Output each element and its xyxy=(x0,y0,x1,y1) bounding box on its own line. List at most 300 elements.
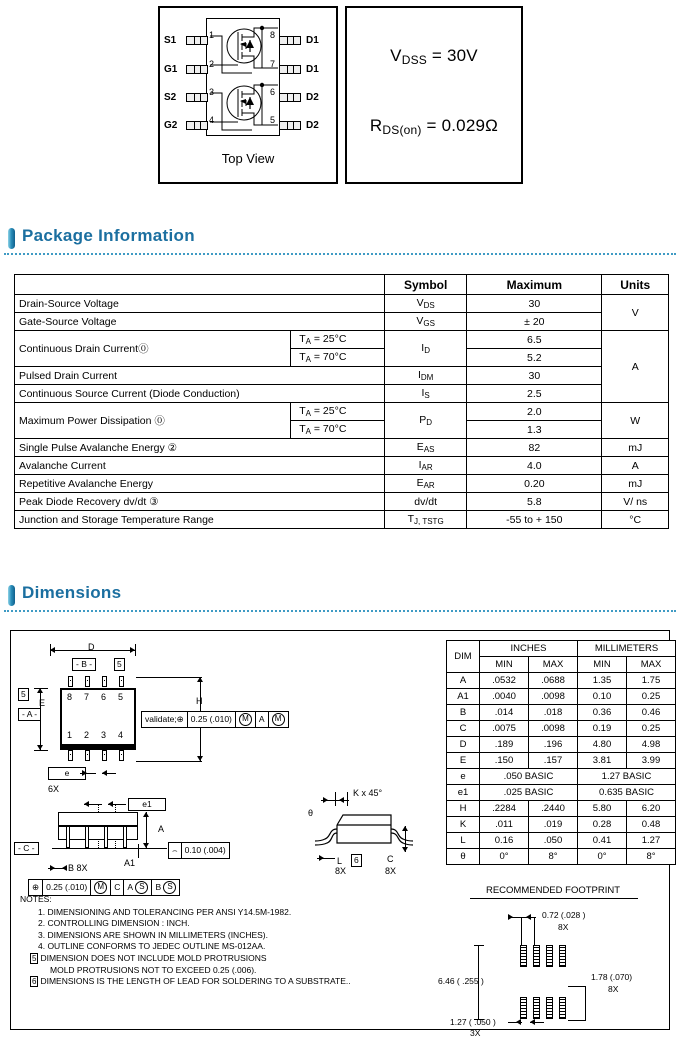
label-pad-height: 1.78 (.070) xyxy=(591,972,633,982)
fcf-symbol-position-2: ⊕ xyxy=(29,880,43,895)
th-in-min: MIN xyxy=(480,657,529,673)
cell-in-min: 0.16 xyxy=(480,833,529,849)
notes-block xyxy=(20,894,440,988)
th-condition xyxy=(291,275,385,295)
dim-row xyxy=(447,817,676,833)
d-ext-left xyxy=(50,644,51,656)
footprint-title: RECOMMENDED FOOTPRINT xyxy=(485,885,621,896)
section-title-dimensions: Dimensions xyxy=(22,583,122,602)
rdson-value: = 0.029Ω xyxy=(421,116,499,135)
cell-dim: D xyxy=(447,737,480,753)
cell-symbol xyxy=(385,457,467,475)
footprint-pad-bottom-1 xyxy=(520,997,527,1019)
cell-in-span: .025 BASIC xyxy=(480,785,578,801)
footprint-title-underline xyxy=(470,898,638,899)
cell-mm-max: 1.27 xyxy=(627,833,676,849)
pin-label-s2: S2 xyxy=(164,92,177,103)
table-row xyxy=(15,367,669,385)
cell-in-min: .189 xyxy=(480,737,529,753)
mechanical-lead-detail xyxy=(315,778,445,888)
dim-row xyxy=(447,833,676,849)
vdss-value: = 30V xyxy=(427,46,478,65)
cell-in-min: .2284 xyxy=(480,801,529,817)
fcf-flat-tolerance: 0.10 (.004) xyxy=(184,845,226,855)
cell-in-min: .0040 xyxy=(480,689,529,705)
symbol-sub: S xyxy=(424,391,430,400)
label-pitch: 1.27 ( .050 ) xyxy=(450,1017,496,1027)
dim-row xyxy=(447,785,676,801)
cell-mm-max: 0.25 xyxy=(627,689,676,705)
pin-number-8: 8 xyxy=(270,30,276,40)
e1-arrow-b xyxy=(108,801,113,807)
label-h: H xyxy=(196,696,203,706)
cell-dim: B xyxy=(447,705,480,721)
table-row xyxy=(15,493,669,511)
label-a1: A1 xyxy=(124,858,136,868)
cell-symbol: dv/dt xyxy=(385,493,467,511)
c-arrow-u xyxy=(402,826,408,831)
cell-maximum: 5.2 xyxy=(467,349,602,367)
footprint-pad-top-4 xyxy=(559,945,566,967)
lead-side-4 xyxy=(123,826,127,848)
padheight-dim-line xyxy=(585,986,586,1021)
rdson-rating xyxy=(347,116,521,137)
pin-number-3: 3 xyxy=(209,87,215,97)
dim-row xyxy=(447,849,676,865)
symbol-main: V xyxy=(416,315,424,327)
cell-maximum: 5.8 xyxy=(467,493,602,511)
label-b-8x: B 8X xyxy=(68,863,88,873)
notes-title: NOTES: xyxy=(20,894,52,904)
th-inches: INCHES xyxy=(480,641,578,657)
pin-lead-8 xyxy=(279,36,301,45)
lead-bottom-3 xyxy=(102,750,107,761)
mechanical-side-view xyxy=(10,780,310,890)
dim-row xyxy=(447,673,676,689)
th-mm-max: MAX xyxy=(627,657,676,673)
section-divider xyxy=(4,608,676,612)
symbol-main: I xyxy=(421,387,425,399)
table-row xyxy=(15,511,669,529)
table-row xyxy=(15,385,669,403)
cell-symbol xyxy=(385,367,467,385)
cell-dim: e1 xyxy=(447,785,480,801)
pin-num-7: 7 xyxy=(84,692,90,702)
cell-in-max: .0098 xyxy=(529,689,578,705)
note-item-5 xyxy=(30,953,440,965)
cell-parameter: Peak Diode Recovery dv/dt ③ xyxy=(15,493,385,511)
label-a: A xyxy=(158,824,165,834)
symbol-main: T xyxy=(407,513,415,525)
note-ref-5-left: 5 xyxy=(18,688,29,701)
cell-in-max: .157 xyxy=(529,753,578,769)
cell-dim: H xyxy=(447,801,480,817)
l-arrow xyxy=(319,855,324,861)
cell-maximum: 0.20 xyxy=(467,475,602,493)
a1-ext xyxy=(134,848,158,849)
note-item-6 xyxy=(30,976,440,988)
footprint-drawing xyxy=(438,900,671,1038)
mechanical-top-view xyxy=(10,630,440,780)
note-ref-6: 6 xyxy=(351,854,362,867)
vdss-subscript: DSS xyxy=(401,53,427,67)
cell-in-max: .019 xyxy=(529,817,578,833)
h-ext-bottom xyxy=(136,761,202,762)
section-bar-icon xyxy=(8,228,15,249)
label-pad-height-qty: 8X xyxy=(608,984,619,994)
pin-diagram-box xyxy=(158,6,338,184)
th-units: Units xyxy=(602,275,669,295)
lead-top-4 xyxy=(119,676,124,687)
symbol-main: E xyxy=(416,477,424,489)
cell-mm-max: 6.20 xyxy=(627,801,676,817)
pin-lead-3 xyxy=(186,93,208,102)
pin-label-s1: S1 xyxy=(164,35,177,46)
note-item-1: 1. DIMENSIONING AND TOLERANCING PER ANSI Y14.5M-1982. xyxy=(38,906,292,917)
symbol-sub: AR xyxy=(421,463,433,472)
note-item-5-continued: MOLD PROTRUSIONS NOT TO EXCEED 0.25 (.006). xyxy=(50,964,257,975)
cell-symbol xyxy=(385,313,467,331)
pitch-arrow-a xyxy=(516,1019,521,1025)
padheight-ext-top xyxy=(568,986,586,987)
lead-bottom-4 xyxy=(119,750,124,761)
label-l: L xyxy=(337,856,343,866)
param-note-ref: ⓪ xyxy=(138,343,149,355)
symbol-main: V xyxy=(416,297,424,309)
pin-num-8: 8 xyxy=(67,692,73,702)
th-in-max: MAX xyxy=(529,657,578,673)
symbol-sub: AS xyxy=(423,445,435,454)
label-l-qty: 8X xyxy=(335,866,347,876)
cell-maximum: 4.0 xyxy=(467,457,602,475)
pin-lead-5 xyxy=(279,121,301,130)
note-item-4: 4. OUTLINE CONFORMS TO JEDEC OUTLINE MS-012AA. xyxy=(38,941,266,952)
cell-units: A xyxy=(602,457,669,475)
footprint-pad-top-1 xyxy=(520,945,527,967)
note-5-badge: 5 xyxy=(32,953,37,963)
fcf-datum-a2: A S xyxy=(124,880,152,895)
section-header-dimensions xyxy=(0,583,680,613)
pin-lead-1 xyxy=(186,36,208,45)
cell-parameter: Gate-Source Voltage xyxy=(15,313,385,331)
cell-dim: C xyxy=(447,721,480,737)
cell-in-min: .011 xyxy=(480,817,529,833)
cell-parameter: Continuous Source Current (Diode Conduction) xyxy=(15,385,385,403)
fcf-flatness xyxy=(168,842,230,859)
cell-in-max: 8° xyxy=(529,849,578,865)
cell-condition: $T_A = 70^\circ C$ xyxy=(291,421,385,439)
pin-lead-4 xyxy=(186,121,208,130)
cell-condition: $T_A = 25^\circ C$ xyxy=(291,403,385,421)
a-arrow-up xyxy=(143,812,149,817)
pin-lead-2 xyxy=(186,65,208,74)
param-note-ref: ⓪ xyxy=(154,415,165,427)
table-header-row xyxy=(15,275,669,295)
th-dim: DIM xyxy=(447,641,480,673)
cell-in-max: .018 xyxy=(529,705,578,721)
pin-num-5: 5 xyxy=(118,692,124,702)
cell-parameter: Pulsed Drain Current xyxy=(15,367,385,385)
pin-number-6: 6 xyxy=(270,87,276,97)
label-d: D xyxy=(88,642,95,652)
symbol-sub: AR xyxy=(423,481,435,490)
cell-mm-min: 1.35 xyxy=(578,673,627,689)
cell-in-max: .050 xyxy=(529,833,578,849)
lead-side-3 xyxy=(104,826,108,848)
cell-dim: A1 xyxy=(447,689,480,705)
cell-maximum: ± 20 xyxy=(467,313,602,331)
cell-mm-min: 0.41 xyxy=(578,833,627,849)
cell-units: mJ xyxy=(602,439,669,457)
cell-in-span: .050 BASIC xyxy=(480,769,578,785)
cell-units: °C xyxy=(602,511,669,529)
lead-side-1 xyxy=(66,826,70,848)
lead-top-2 xyxy=(85,676,90,687)
label-e: E xyxy=(39,698,46,708)
cell-units: mJ xyxy=(602,475,669,493)
param-text: Continuous Drain Current xyxy=(19,343,139,355)
label-k-45: K x 45° xyxy=(353,788,383,798)
cell-units: A xyxy=(602,331,669,403)
fcf-tolerance-2: 0.25 (.010) xyxy=(43,880,91,895)
cell-in-max: .0098 xyxy=(529,721,578,737)
pin-label-d2-5: D2 xyxy=(306,120,319,131)
footprint-pad-bottom-4 xyxy=(559,997,566,1019)
pitch-arrow-b xyxy=(530,1019,535,1025)
dim-header-row-1 xyxy=(447,641,676,657)
a1-dimension-line xyxy=(138,844,139,858)
fcf-position-top xyxy=(141,711,289,728)
dim-row xyxy=(447,737,676,753)
e1-arrow-a xyxy=(84,801,89,807)
cell-dim: A xyxy=(447,673,480,689)
b-arrow-r xyxy=(50,865,55,871)
cell-dim: L xyxy=(447,833,480,849)
table-row xyxy=(15,331,669,349)
cell-maximum: 2.5 xyxy=(467,385,602,403)
dimension-table xyxy=(446,640,676,865)
note-5-text: DIMENSION DOES NOT INCLUDE MOLD PROTRUSIONS xyxy=(40,952,267,963)
cell-mm-min: 0.36 xyxy=(578,705,627,721)
cell-units: V xyxy=(602,295,669,331)
label-theta: θ xyxy=(308,808,314,818)
rdson-symbol: R xyxy=(369,116,383,135)
note-item-2: 2. CONTROLLING DIMENSION : INCH. xyxy=(38,918,190,929)
cell-maximum: 30 xyxy=(467,367,602,385)
e1-pitch-arrow xyxy=(102,770,107,776)
table-row xyxy=(15,475,669,493)
h-arrow-down xyxy=(197,756,203,761)
label-pad-width-qty: 8X xyxy=(558,922,569,932)
cell-mm-max: 0.48 xyxy=(627,817,676,833)
th-parameter xyxy=(15,275,291,295)
symbol-main: I xyxy=(418,459,422,471)
pin-label-d1-7: D1 xyxy=(306,64,319,75)
lead-top-1 xyxy=(68,676,73,687)
cell-units: W xyxy=(602,403,669,439)
cell-mm-max: 0.25 xyxy=(627,721,676,737)
table-row xyxy=(15,457,669,475)
note-item-3: 3. DIMENSIONS ARE SHOWN IN MILLIMETERS (INCHES). xyxy=(38,929,269,940)
lead-bottom-2 xyxy=(85,750,90,761)
label-e-pitch-qty: 6X xyxy=(48,784,60,794)
datum-c-label: - C - xyxy=(14,842,39,855)
cell-mm-min: 5.80 xyxy=(578,801,627,817)
dim-row xyxy=(447,689,676,705)
cell-parameter: Junction and Storage Temperature Range xyxy=(15,511,385,529)
b-arrow-l xyxy=(62,865,67,871)
table-row xyxy=(15,403,669,421)
cell-mm-max: 0.46 xyxy=(627,705,676,721)
label-c-qty: 8X xyxy=(385,866,397,876)
pin-number-7: 7 xyxy=(270,59,276,69)
fcf-modifier-m1: M xyxy=(236,712,256,727)
fcf-datum-a: A xyxy=(256,712,269,727)
note-6-text: DIMENSIONS IS THE LENGTH OF LEAD FOR SOLDERING TO A SUBSTRATE.. xyxy=(40,976,351,987)
symbol-sub: D xyxy=(424,346,430,355)
pin-label-d1-8: D1 xyxy=(306,35,319,46)
padwidth-arrow-l xyxy=(526,914,531,920)
cell-maximum: 1.3 xyxy=(467,421,602,439)
pin-label-d2-6: D2 xyxy=(306,92,319,103)
cell-parameter: Drain-Source Voltage xyxy=(15,295,385,313)
th-maximum: Maximum xyxy=(467,275,602,295)
cell-dim: e xyxy=(447,769,480,785)
e-pitch-arrow xyxy=(82,770,87,776)
dim-row xyxy=(447,753,676,769)
dim-row xyxy=(447,705,676,721)
symbol-sub: D xyxy=(426,418,433,427)
lead-profile-drawing xyxy=(315,803,435,853)
cell-symbol xyxy=(385,439,467,457)
rdson-subscript: DS(on) xyxy=(382,123,422,137)
cell-in-max: .2440 xyxy=(529,801,578,817)
lead-top-3 xyxy=(102,676,107,687)
pin-lead-7 xyxy=(279,65,301,74)
span-ext-top xyxy=(474,945,484,946)
cell-mm-min: 0.19 xyxy=(578,721,627,737)
cell-parameter: Single Pulse Avalanche Energy ② xyxy=(15,439,385,457)
datum-b-label: - B - xyxy=(72,658,96,671)
symbol-sub: J, TSTG xyxy=(414,517,444,526)
pin-num-4: 4 xyxy=(118,730,124,740)
e-dimension-line xyxy=(40,688,41,750)
symbol-main: P xyxy=(419,414,427,426)
cell-mm-span: 0.635 BASIC xyxy=(578,785,676,801)
fcf-symbol-profile: ⌢ xyxy=(169,843,182,858)
cell-symbol xyxy=(385,385,467,403)
cell-symbol xyxy=(385,403,467,439)
label-e1: e1 xyxy=(128,798,166,811)
cell-symbol xyxy=(385,475,467,493)
cell-condition: $T_A = 70^\circ C$ xyxy=(291,349,385,367)
section-header-package-information xyxy=(0,226,680,256)
pin-number-1: 1 xyxy=(209,30,215,40)
footprint-pad-top-2 xyxy=(533,945,540,967)
absolute-maximum-ratings-table xyxy=(14,274,669,529)
padheight-ext-bottom xyxy=(568,1020,586,1021)
dim-row xyxy=(447,721,676,737)
label-e-pitch: e xyxy=(48,767,86,780)
padwidth-arrow-r xyxy=(508,914,513,920)
cell-symbol xyxy=(385,511,467,529)
dim-row xyxy=(447,801,676,817)
cell-mm-max: 8° xyxy=(627,849,676,865)
label-span: 6.46 ( .255 ) xyxy=(438,976,484,986)
cell-parameter: Avalanche Current xyxy=(15,457,385,475)
top-view-caption: Top View xyxy=(221,151,275,166)
pin-num-6: 6 xyxy=(101,692,107,702)
cell-mm-min: 0.10 xyxy=(578,689,627,705)
cell-in-min: 0° xyxy=(480,849,529,865)
e-ext-top xyxy=(34,688,48,689)
th-mm-min: MIN xyxy=(578,657,627,673)
cell-symbol xyxy=(385,295,467,313)
cell-units: V/ ns xyxy=(602,493,669,511)
cell-parameter xyxy=(15,403,291,439)
section-divider xyxy=(4,251,676,255)
cell-condition: $T_A = 25^\circ C$ xyxy=(291,331,385,349)
fcf-modifier-m: M xyxy=(91,880,111,895)
e-ext-bottom xyxy=(34,750,48,751)
d-ext-right xyxy=(135,644,136,656)
footprint-pad-bottom-3 xyxy=(546,997,553,1019)
cell-in-max: .196 xyxy=(529,737,578,753)
symbol-sub: GS xyxy=(423,319,435,328)
cell-mm-min: 4.80 xyxy=(578,737,627,753)
cell-in-min: .150 xyxy=(480,753,529,769)
cell-in-min: .0075 xyxy=(480,721,529,737)
symbol-main: E xyxy=(416,441,424,453)
dim-row xyxy=(447,769,676,785)
key-ratings-box xyxy=(345,6,523,184)
cell-in-max: .0688 xyxy=(529,673,578,689)
section-title-package-information: Package Information xyxy=(22,226,195,245)
body-side-top xyxy=(58,812,138,826)
cell-maximum: 6.5 xyxy=(467,331,602,349)
vdss-symbol: V xyxy=(390,46,402,65)
fcf-datum-b2: B S xyxy=(152,880,179,895)
label-pad-width: 0.72 (.028 ) xyxy=(542,910,586,920)
h-ext-top xyxy=(136,677,202,678)
dim-header-row-2 xyxy=(447,657,676,673)
pin-num-1: 1 xyxy=(67,730,73,740)
cell-symbol xyxy=(385,331,467,367)
padwidth-ext-b xyxy=(534,917,535,945)
cell-in-min: .014 xyxy=(480,705,529,721)
table-row xyxy=(15,295,669,313)
note-ref-5-top: 5 xyxy=(114,658,125,671)
pin-number-5: 5 xyxy=(270,115,276,125)
cell-in-min: .0532 xyxy=(480,673,529,689)
cell-mm-min: 0° xyxy=(578,849,627,865)
section-bar-icon xyxy=(8,585,15,606)
footprint-pad-bottom-2 xyxy=(533,997,540,1019)
symbol-sub: DS xyxy=(423,301,435,310)
cell-dim: K xyxy=(447,817,480,833)
label-c: C xyxy=(387,854,394,864)
pin-number-4: 4 xyxy=(209,115,215,125)
label-pitch-qty: 3X xyxy=(470,1028,481,1038)
lead-bottom-1 xyxy=(68,750,73,761)
cell-maximum: 82 xyxy=(467,439,602,457)
pin-num-3: 3 xyxy=(101,730,107,740)
h-arrow-up xyxy=(197,677,203,682)
table-row xyxy=(15,439,669,457)
vdss-rating xyxy=(347,46,521,67)
internal-schematic xyxy=(206,18,282,138)
lead-side-2 xyxy=(85,826,89,848)
